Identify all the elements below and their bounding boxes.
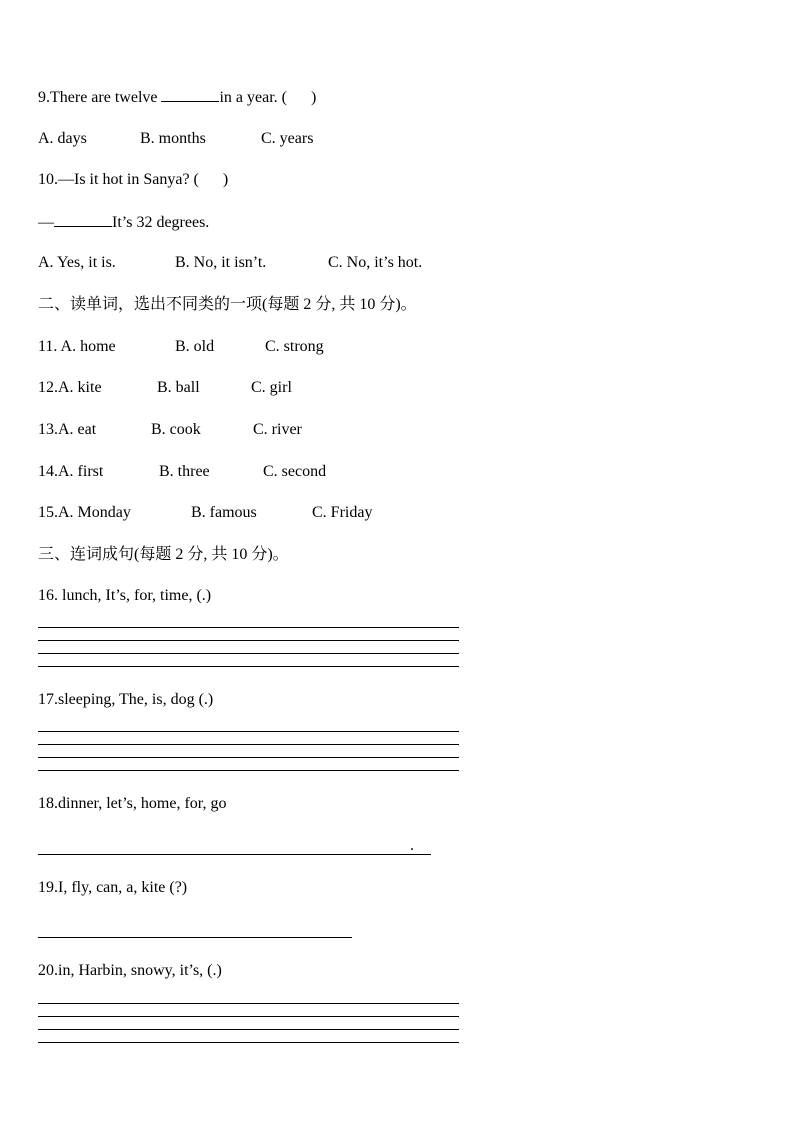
answer-line[interactable]	[38, 666, 459, 667]
question-number: 14.	[38, 463, 58, 480]
question-11	[38, 337, 116, 357]
question-number: 11.	[38, 338, 61, 355]
question-17: 17.sleeping, The, is, dog (.)	[38, 691, 214, 708]
answer-line[interactable]	[38, 731, 459, 732]
question-13	[38, 420, 96, 440]
question-10: 10.—Is it hot in Sanya? ( )	[38, 171, 229, 188]
section-3-heading: 三、连词成句(每题 2 分, 共 10 分)。	[38, 546, 289, 563]
question-number: 15.	[38, 504, 58, 521]
q10-option-b: B. No, it isn’t.	[175, 254, 267, 271]
answer-blank[interactable]	[161, 87, 219, 102]
q13-option-b: B. cook	[151, 421, 201, 438]
answer-line[interactable]	[38, 937, 352, 938]
q11-option-b: B. old	[175, 338, 215, 355]
option-a: A. home	[60, 338, 116, 355]
answer-line[interactable]	[38, 640, 459, 641]
option-a: A. eat	[58, 421, 97, 438]
answer-line[interactable]	[38, 744, 459, 745]
q10-option-a: A. Yes, it is.	[38, 254, 116, 271]
question-14	[38, 462, 103, 482]
answer-line[interactable]	[38, 1029, 459, 1030]
q9-option-a: A. days	[38, 130, 87, 147]
question-20: 20.in, Harbin, snowy, it’s, (.)	[38, 962, 222, 979]
answer-line[interactable]	[38, 1003, 459, 1004]
option-a: A. Monday	[58, 504, 131, 521]
q15-option-c: C. Friday	[312, 504, 373, 521]
answer-blank[interactable]	[54, 212, 112, 227]
option-a: A. kite	[58, 379, 102, 396]
question-number: 13.	[38, 421, 58, 438]
question-9	[38, 87, 316, 108]
question-15	[38, 503, 131, 523]
question-16: 16. lunch, It’s, for, time, (.)	[38, 587, 212, 604]
sentence-period: .	[410, 837, 414, 854]
answer-line[interactable]	[38, 1042, 459, 1043]
answer-line[interactable]	[38, 1016, 459, 1017]
option-a: A. first	[58, 463, 104, 480]
q13-option-c: C. river	[253, 421, 302, 438]
answer-line[interactable]	[38, 757, 459, 758]
answer-line[interactable]	[38, 653, 459, 654]
reply-text: It’s 32 degrees.	[112, 214, 210, 231]
q11-option-c: C. strong	[265, 338, 324, 355]
q9-option-b: B. months	[140, 130, 206, 147]
question-18: 18.dinner, let’s, home, for, go	[38, 795, 227, 812]
question-9-suffix: in a year. ( )	[219, 89, 317, 106]
answer-line-end	[420, 854, 431, 855]
question-number: 12.	[38, 379, 58, 396]
q12-option-c: C. girl	[251, 379, 292, 396]
q14-option-b: B. three	[159, 463, 210, 480]
question-12	[38, 378, 102, 398]
q9-option-c: C. years	[261, 130, 314, 147]
answer-line[interactable]	[38, 770, 459, 771]
q12-option-b: B. ball	[157, 379, 200, 396]
question-10-reply	[38, 212, 209, 233]
section-2-heading: 二、读单词，选出不同类的一项(每题 2 分, 共 10 分)。	[38, 296, 417, 313]
question-19: 19.I, fly, can, a, kite (?)	[38, 879, 188, 896]
q14-option-c: C. second	[263, 463, 327, 480]
q10-option-c: C. No, it’s hot.	[328, 254, 423, 271]
reply-dash: —	[38, 214, 54, 231]
q15-option-b: B. famous	[191, 504, 257, 521]
question-9-prefix: 9.There are twelve	[38, 89, 162, 106]
answer-line[interactable]	[38, 854, 431, 855]
answer-line[interactable]	[38, 627, 459, 628]
